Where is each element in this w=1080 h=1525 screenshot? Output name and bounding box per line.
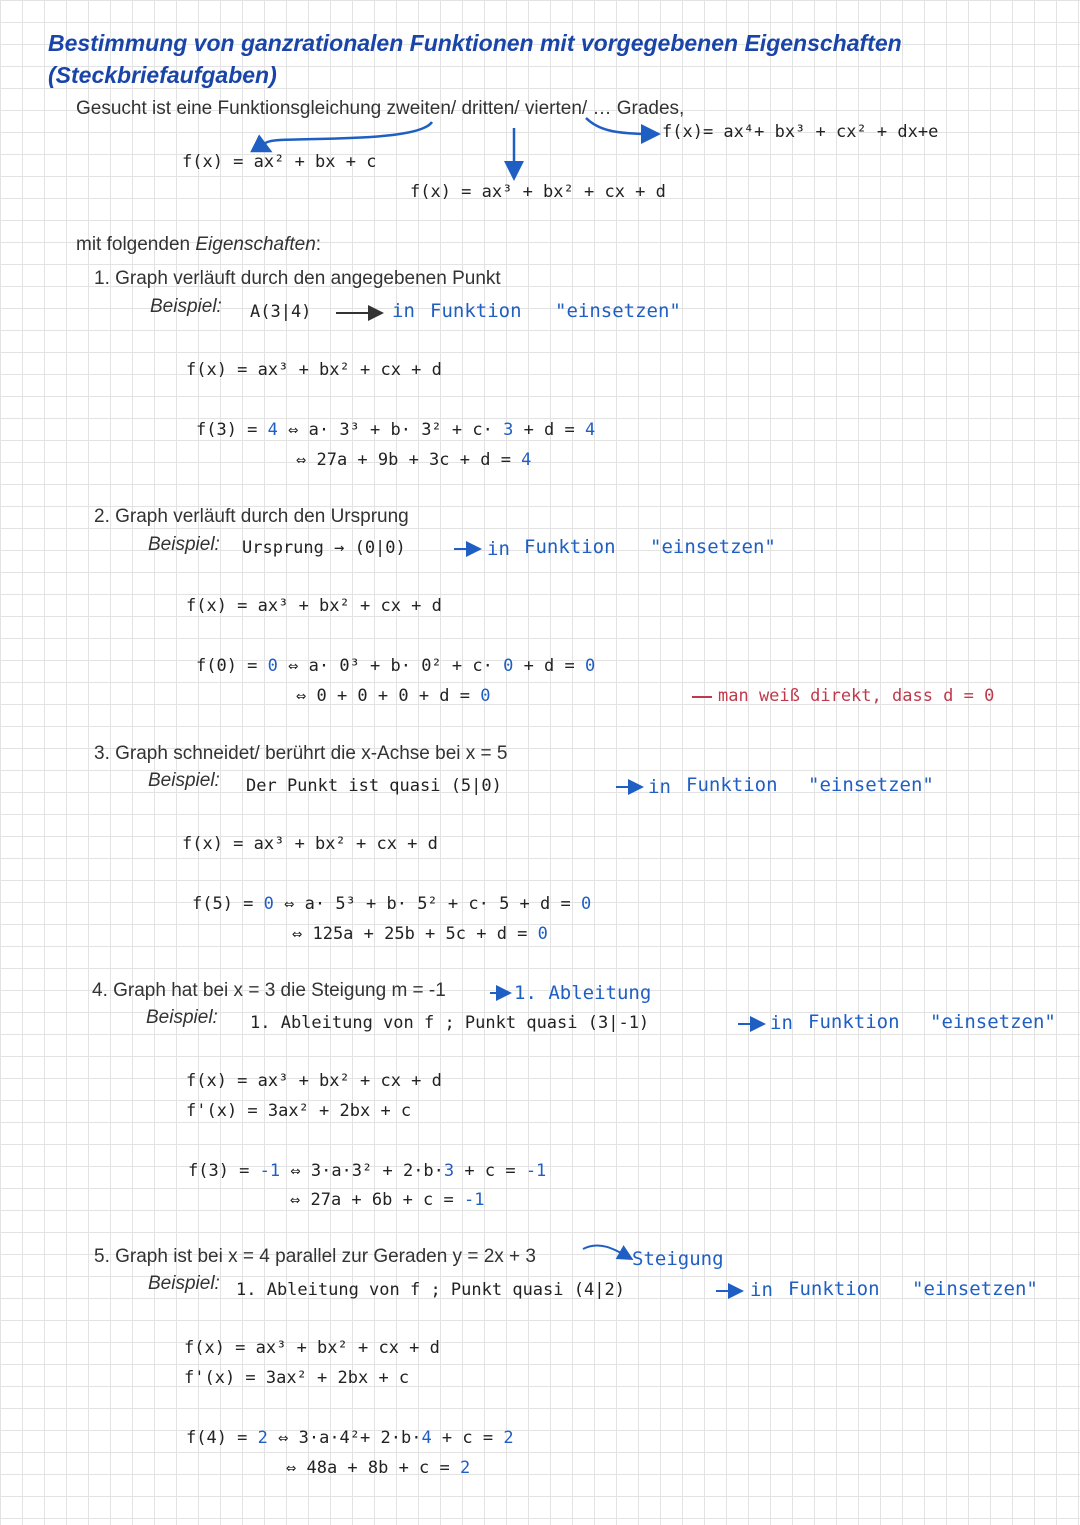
section-2-example-label: Beispiel: bbox=[148, 534, 220, 555]
section-5-example: 1. Ableitung von f ; Punkt quasi (4|2) bbox=[236, 1280, 625, 1300]
arrow-s5a bbox=[583, 1245, 630, 1258]
section-2-equation-1: f(0) = 0 ⇔ a· 0³ + b· 0² + c· 0 + d = 0 bbox=[196, 656, 596, 676]
properties-intro: mit folgenden Eigenschaften: bbox=[76, 234, 322, 255]
section-1-funktion: Funktion bbox=[430, 300, 522, 322]
arrow-to-quartic bbox=[586, 118, 656, 134]
formula-cubic: f(x) = ax³ + bx² + cx + d bbox=[410, 182, 666, 202]
section-1-einsetzen: "einsetzen" bbox=[555, 300, 681, 322]
section-5-in: in bbox=[750, 1279, 773, 1301]
section-4-heading: 4. Graph hat bei x = 3 die Steigung m = -1 bbox=[92, 980, 446, 1001]
section-4-equation-1: f(3) = -1 ⇔ 3·a·3² + 2·b·3 + c = -1 bbox=[188, 1161, 547, 1181]
section-1-equation-1: f(3) = 4 ⇔ a· 3³ + b· 3² + c· 3 + d = 4 bbox=[196, 420, 596, 440]
section-4-equation-2: ⇔ 27a + 6b + c = -1 bbox=[290, 1190, 485, 1210]
section-4-example: 1. Ableitung von f ; Punkt quasi (3|-1) bbox=[250, 1013, 650, 1033]
section-3-funktion: Funktion bbox=[686, 774, 778, 796]
section-2-function: f(x) = ax³ + bx² + cx + d bbox=[186, 596, 442, 616]
section-1-heading: 1. Graph verläuft durch den angegebenen Punkt bbox=[94, 268, 501, 289]
section-3-function: f(x) = ax³ + bx² + cx + d bbox=[182, 834, 438, 854]
formula-quartic: f(x)= ax⁴+ bx³ + cx² + dx+e bbox=[662, 122, 939, 142]
section-1-example-label: Beispiel: bbox=[150, 296, 222, 317]
section-5-heading: 5. Graph ist bei x = 4 parallel zur Geraden y = 2x + 3 bbox=[94, 1246, 536, 1267]
section-5-funktion: Funktion bbox=[788, 1278, 880, 1300]
section-2-example: Ursprung → (0|0) bbox=[242, 538, 406, 558]
section-3-einsetzen: "einsetzen" bbox=[808, 774, 934, 796]
section-1-in: in bbox=[392, 300, 415, 322]
section-4-funktion: Funktion bbox=[808, 1011, 900, 1033]
section-5-example-label: Beispiel: bbox=[148, 1273, 220, 1294]
section-4-function: f(x) = ax³ + bx² + cx + d bbox=[186, 1071, 442, 1091]
page-title: Bestimmung von ganzrationalen Funktionen mit vorgegebenen Eigenschaften bbox=[48, 30, 902, 56]
intro-text: Gesucht ist eine Funktionsgleichung zweiten/ dritten/ vierten/ … Grades, bbox=[76, 98, 685, 119]
section-5-function: f(x) = ax³ + bx² + cx + d bbox=[184, 1338, 440, 1358]
section-5-einsetzen: "einsetzen" bbox=[912, 1278, 1038, 1300]
section-2-heading: 2. Graph verläuft durch den Ursprung bbox=[94, 506, 409, 527]
section-2-funktion: Funktion bbox=[524, 536, 616, 558]
section-2-einsetzen: "einsetzen" bbox=[650, 536, 776, 558]
section-1-equation-2: ⇔ 27a + 9b + 3c + d = 4 bbox=[296, 450, 532, 470]
page-subtitle: (Steckbriefaufgaben) bbox=[48, 62, 277, 88]
section-3-example-label: Beispiel: bbox=[148, 770, 220, 791]
section-4-example-label: Beispiel: bbox=[146, 1007, 218, 1028]
section-3-equation-1: f(5) = 0 ⇔ a· 5³ + b· 5² + c· 5 + d = 0 bbox=[192, 894, 592, 914]
section-2-note: man weiß direkt, dass d = 0 bbox=[718, 686, 995, 706]
section-5-equation-1: f(4) = 2 ⇔ 3·a·4²+ 2·b·4 + c = 2 bbox=[186, 1428, 514, 1448]
section-4-einsetzen: "einsetzen" bbox=[930, 1011, 1056, 1033]
formula-quadratic: f(x) = ax² + bx + c bbox=[182, 152, 377, 172]
section-3-heading: 3. Graph schneidet/ berührt die x-Achse bei x = 5 bbox=[94, 743, 508, 764]
section-3-in: in bbox=[648, 776, 671, 798]
section-3-example: Der Punkt ist quasi (5|0) bbox=[246, 776, 502, 796]
section-4-derivative: f'(x) = 3ax² + 2bx + c bbox=[186, 1101, 412, 1121]
section-4-in: in bbox=[770, 1012, 793, 1034]
section-1-point: A(3|4) bbox=[250, 302, 312, 322]
section-2-equation-2: ⇔ 0 + 0 + 0 + d = 0 bbox=[296, 686, 491, 706]
arrow-to-quadratic bbox=[264, 122, 432, 150]
section-5-derivative: f'(x) = 3ax² + 2bx + c bbox=[184, 1368, 410, 1388]
section-5-equation-2: ⇔ 48a + 8b + c = 2 bbox=[286, 1458, 471, 1478]
section-4-annotation: 1. Ableitung bbox=[514, 982, 652, 1004]
section-1-function: f(x) = ax³ + bx² + cx + d bbox=[186, 360, 442, 380]
section-2-in: in bbox=[487, 538, 510, 560]
section-3-equation-2: ⇔ 125a + 25b + 5c + d = 0 bbox=[292, 924, 548, 944]
section-5-annotation: Steigung bbox=[632, 1248, 724, 1270]
